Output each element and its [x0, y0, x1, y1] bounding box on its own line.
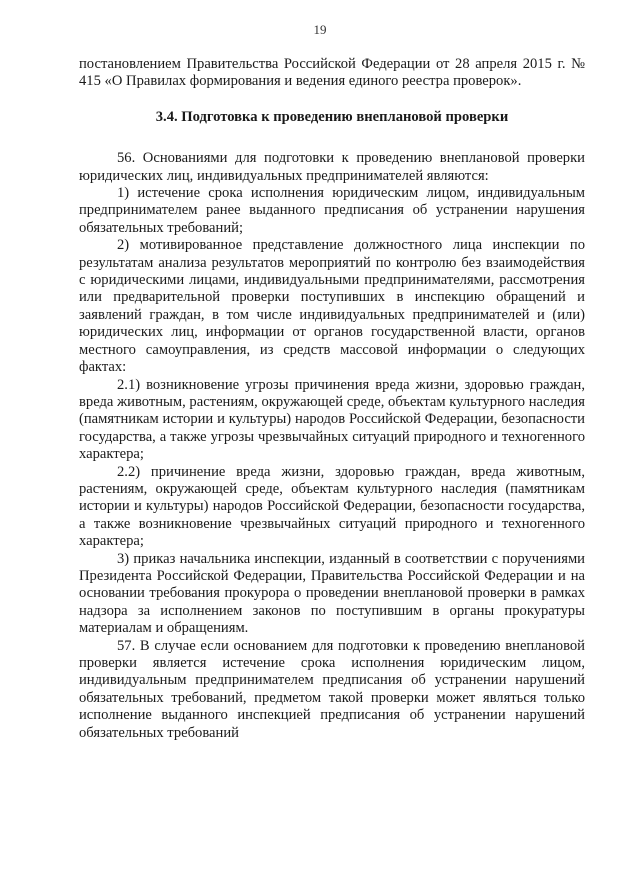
- page-number: 19: [313, 22, 327, 37]
- document-body: [79, 56, 585, 742]
- paragraph-57: 57. В случае если основанием для подготовки к проведению внеплановой проверки является истечение срока исполнения юридическим лицом, индивидуальным предпринимателем предписания об устранении нарушений обязательных требований, предметом такой проверки может являться только исполнение выданного инспекцией предписания об устранении нарушений обязательных требований: [79, 637, 585, 741]
- section-heading: 3.4. Подготовка к проведению внеплановой проверки: [155, 108, 509, 125]
- paragraph-56: 56. Основаниями для подготовки к проведению внеплановой проверки юридических лиц, индивидуальных предпринимателей являются:: [79, 150, 585, 184]
- paragraph-item-1: 1) истечение срока исполнения юридическим лицом, индивидуальным предпринимателем ранее выданного предписания об устранении нарушения обязательных требований;: [79, 185, 585, 236]
- paragraph-item-3: 3) приказ начальника инспекции, изданный в соответствии с поручениями Президента Российской Федерации, Правительства Российской Федерации и на основании требования прокурора о проведении внеплановой проверки в рамках надзора за исполнением законов по поступившим в органы прокуратуры материалам и обращениям.: [79, 550, 585, 637]
- intro-paragraph: постановлением Правительства Российской Федерации от 28 апреля 2015 г. № 415 «О Правилах формирования и ведения единого реестра проверок».: [79, 56, 585, 90]
- paragraph-item-2-1: 2.1) возникновение угрозы причинения вреда жизни, здоровью граждан, вреда животным, растениям, окружающей среде, объектам культурного наследия (памятникам истории и культуры) народов Российской Федерации, безопасности государства, а также угрозы чрезвычайных ситуаций природного и техногенного характера;: [79, 376, 585, 463]
- paragraph-item-2: 2) мотивированное представление должностного лица инспекции по результатам анализа результатов мероприятий по контролю без взаимодействия с юридическими лицами, индивидуальными предпринимателями, рассмотрения или предварительной проверки поступивших в инспекцию обращений и заявлений граждан, в том числе индивидуальных предпринимателей и (или) юридических лиц, информации от органов государственной власти, органов местного самоуправления, из средств массовой информации о следующих фактах:: [79, 237, 585, 376]
- paragraph-item-2-2: 2.2) причинение вреда жизни, здоровью граждан, вреда животным, растениям, окружающей среде, объектам культурного наследия (памятникам истории и культуры) народов Российской Федерации, безопасности государства, а также возникновение чрезвычайных ситуаций природного и техногенного характера;: [79, 463, 585, 550]
